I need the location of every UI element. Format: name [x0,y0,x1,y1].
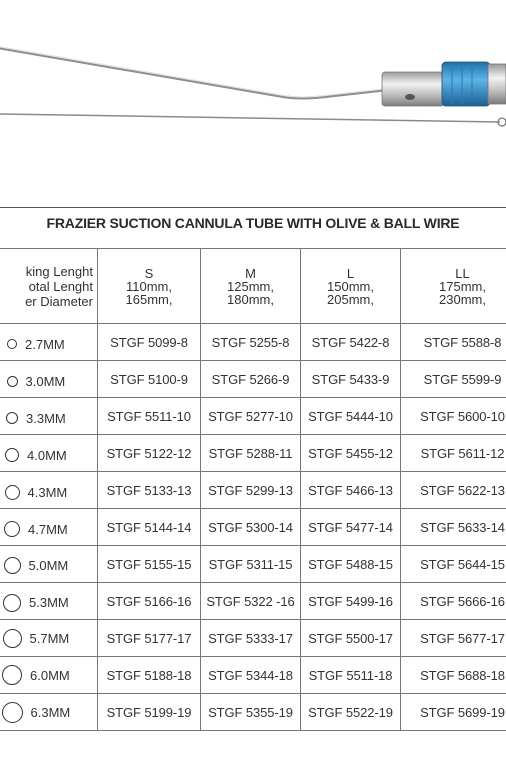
diameter-value: 5.7MM [29,630,70,646]
catalog-code-m: STGF 5322 -16 [201,583,301,620]
table-row [0,546,506,583]
catalog-code-ll: STGF 5622-13 [401,472,506,509]
table-row [0,620,506,657]
table-row [0,509,506,546]
catalog-code-s: STGF 5122-12 [98,435,201,472]
diameter-circle-icon [5,485,20,500]
catalog-code-m: STGF 5355-19 [201,694,301,731]
catalog-code-ll: STGF 5588-8 [401,324,506,361]
header-size-s: S 110mm, 165mm, [98,249,201,324]
catalog-code-s: STGF 5100-9 [98,361,201,398]
catalog-code-ll: STGF 5699-19 [401,694,506,731]
catalog-code-s: STGF 5199-19 [98,694,201,731]
diameter-value: 4.3MM [27,484,68,500]
catalog-code-ll: STGF 5666-16 [401,583,506,620]
diameter-value: 4.0MM [27,447,67,463]
catalog-code-s: STGF 5144-14 [98,509,201,546]
header-size-ll: LL 175mm, 230mm, [401,249,506,324]
catalog-code-m: STGF 5300-14 [201,509,301,546]
table-row [0,657,506,694]
diameter-cell [0,361,98,398]
catalog-code-m: STGF 5311-15 [201,546,301,583]
diameter-label [0,702,70,723]
catalog-code-m: STGF 5288-11 [201,435,301,472]
diameter-label [0,665,70,685]
catalog-code-l: STGF 5433-9 [301,361,401,398]
catalog-code-l: STGF 5488-15 [301,546,401,583]
diameter-cell [0,435,98,472]
table-row [0,324,506,361]
catalog-code-ll: STGF 5644-15 [401,546,506,583]
catalog-code-m: STGF 5277-10 [201,398,301,435]
diameter-value: 2.7MM [25,336,65,352]
catalog-code-s: STGF 5133-13 [98,472,201,509]
table-row [0,472,506,509]
cannula-illustration [0,0,506,140]
catalog-code-l: STGF 5522-19 [301,694,401,731]
spec-table [0,248,506,731]
catalog-code-m: STGF 5266-9 [201,361,301,398]
header-size-l: L 150mm, 205mm, [301,249,401,324]
catalog-code-l: STGF 5511-18 [301,657,401,694]
diameter-value: 5.0MM [28,558,69,574]
catalog-code-m: STGF 5333-17 [201,620,301,657]
diameter-label [0,594,69,612]
diameter-cell [0,620,98,657]
table-row [0,694,506,731]
catalog-code-s: STGF 5099-8 [98,324,201,361]
catalog-code-s: STGF 5155-15 [98,546,201,583]
header-working-length: king Lenght [25,263,93,279]
diameter-label [0,374,65,389]
diameter-value: 6.0MM [30,667,70,683]
header-total-length: otal Lenght [28,278,93,294]
catalog-code-l: STGF 5444-10 [301,398,401,435]
diameter-circle-icon [6,412,18,424]
diameter-cell [0,509,98,546]
table-row [0,435,506,472]
diameter-cell [0,324,98,361]
diameter-label [0,521,68,537]
diameter-cell [0,472,98,509]
catalog-code-m: STGF 5299-13 [201,472,301,509]
diameter-label [0,448,67,463]
table-row [0,361,506,398]
header-dimensions [0,249,98,324]
catalog-code-s: STGF 5188-18 [98,657,201,694]
catalog-code-l: STGF 5455-12 [301,435,401,472]
diameter-label [0,557,68,574]
diameter-cell [0,546,98,583]
diameter-value: 3.0MM [25,373,66,389]
diameter-value: 3.3MM [26,410,66,426]
catalog-code-ll: STGF 5688-18 [401,657,506,694]
diameter-circle-icon [2,702,23,723]
diameter-label [0,629,69,648]
header-size-m: M 125mm, 180mm, [201,249,301,324]
table-title: FRAZIER SUCTION CANNULA TUBE WITH OLIVE & BALL WIRE [0,207,506,238]
diameter-circle-icon [7,376,18,387]
catalog-code-ll: STGF 5633-14 [401,509,506,546]
diameter-value: 4.7MM [28,521,68,537]
table-row [0,583,506,620]
catalog-code-m: STGF 5255-8 [201,324,301,361]
header-diameter: er Diameter [25,293,93,309]
table-header-row [0,249,506,324]
diameter-label [0,485,67,500]
diameter-label [0,337,65,352]
diameter-circle-icon [5,448,19,462]
diameter-circle-icon [2,665,22,685]
table-row [0,398,506,435]
diameter-circle-icon [3,594,21,612]
diameter-circle-icon [3,629,22,648]
catalog-code-m: STGF 5344-18 [201,657,301,694]
cannula-tube [0,48,384,98]
diameter-cell [0,398,98,435]
diameter-cell [0,694,98,731]
diameter-value: 6.3MM [30,704,71,720]
diameter-circle-icon [4,521,20,537]
catalog-code-ll: STGF 5677-17 [401,620,506,657]
catalog-code-l: STGF 5422-8 [301,324,401,361]
catalog-code-l: STGF 5500-17 [301,620,401,657]
diameter-value: 5.3MM [29,595,69,610]
diameter-cell [0,583,98,620]
catalog-code-ll: STGF 5600-10 [401,398,506,435]
catalog-code-ll: STGF 5611-12 [401,435,506,472]
diameter-label [0,411,66,426]
catalog-code-l: STGF 5466-13 [301,472,401,509]
catalog-code-s: STGF 5511-10 [98,398,201,435]
diameter-circle-icon [7,339,17,349]
catalog-code-ll: STGF 5599-9 [401,361,506,398]
diameter-cell [0,657,98,694]
catalog-code-l: STGF 5477-14 [301,509,401,546]
catalog-code-l: STGF 5499-16 [301,583,401,620]
catalog-code-s: STGF 5177-17 [98,620,201,657]
catalog-code-s: STGF 5166-16 [98,583,201,620]
ball-wire [0,114,500,122]
diameter-circle-icon [4,557,21,574]
cannula-handle [382,72,444,106]
